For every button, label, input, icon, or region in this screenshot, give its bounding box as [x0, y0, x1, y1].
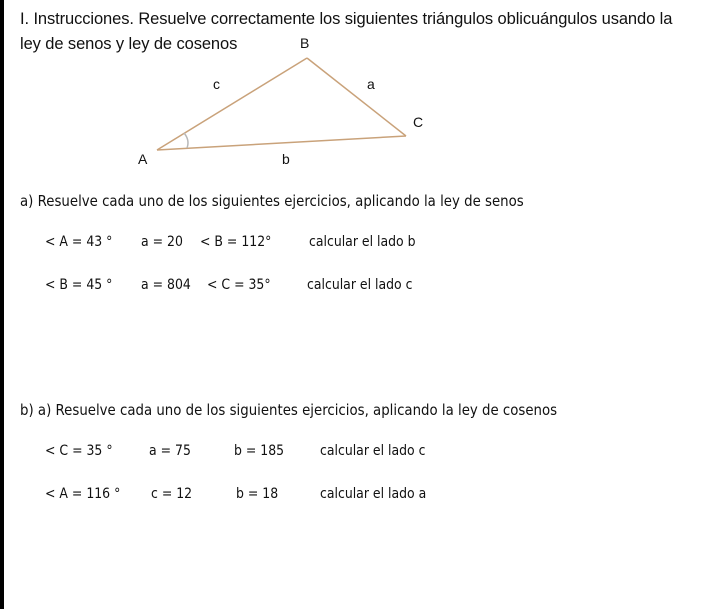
exercise-b1-given1: < C = 35 ° [45, 443, 113, 459]
exercise-a1-angle2: < B = 112° [200, 234, 272, 250]
exercise-a1-task: calcular el lado b [309, 234, 416, 250]
vertex-a-label: A [138, 151, 148, 167]
vertex-b-label: B [300, 35, 310, 51]
vertex-c-label: C [413, 114, 424, 130]
side-c-line [157, 58, 307, 150]
exercise-b2-given2: c = 12 [151, 486, 193, 502]
side-b-label: b [282, 151, 290, 167]
exercise-a2-side: a = 804 [141, 277, 191, 293]
instructions-line-2: ley de senos y ley de cosenos [20, 35, 238, 53]
side-a-line [307, 58, 406, 136]
exercise-b2-given1: < A = 116 ° [45, 486, 121, 502]
section-b-heading: b) a) Resuelve cada uno de los siguientes ejercicios, aplicando la ley de cosenos [20, 401, 558, 419]
side-a-label: a [367, 76, 375, 92]
side-c-label: c [213, 76, 220, 92]
triangle-figure [4, 0, 720, 200]
exercise-b1-given2: a = 75 [149, 443, 191, 459]
worksheet-page [4, 0, 720, 609]
exercise-a2-angle2: < C = 35° [207, 277, 271, 293]
angle-a-arc [184, 133, 188, 148]
exercise-a1-side: a = 20 [141, 234, 183, 250]
side-b-line [157, 136, 406, 150]
section-a-heading: a) Resuelve cada uno de los siguientes ejercicios, aplicando la ley de senos [20, 192, 524, 210]
exercise-b2-given3: b = 18 [236, 486, 279, 502]
exercise-a2-angle1: < B = 45 ° [45, 277, 113, 293]
exercise-b2-task: calcular el lado a [320, 486, 427, 502]
instructions-line-1: I. Instrucciones. Resuelve correctamente los siguientes triángulos oblicuángulos usando la [20, 10, 673, 28]
exercise-a1-angle1: < A = 43 ° [45, 234, 113, 250]
exercise-a2-task: calcular el lado c [307, 277, 413, 293]
exercise-b1-task: calcular el lado c [320, 443, 426, 459]
exercise-b1-given3: b = 185 [234, 443, 285, 459]
